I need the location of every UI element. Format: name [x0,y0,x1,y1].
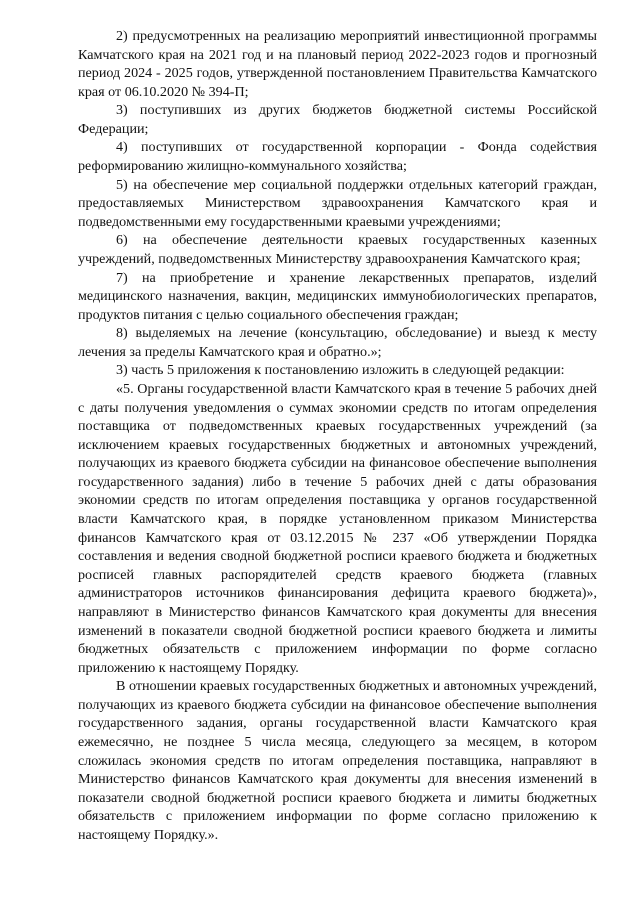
paragraph-amendment-3: 3) часть 5 приложения к постановлению изложить в следующей редакции: [116,362,565,379]
paragraph-item-4: 4) поступивших от государственной корпорации - Фонда содействия реформированию жилищно-коммунального хозяйства; [78,139,597,175]
paragraph-item-2: 2) предусмотренных на реализацию мероприятий инвестиционной программы Камчатского края на 2021 год и на плановый период 2022-2023 годов и прогнозный период 2024 - 2025 годов, утвержденной постановлением Правительства Камчатского края от 06.10.2020 № 394-П; [78,28,597,100]
document-body [78,27,597,844]
paragraph-item-7: 7) на приобретение и хранение лекарственных препаратов, изделий медицинского назначения, вакцин, медицинских иммунобиологических препаратов, продуктов питания с целью социального обеспечения граждан; [78,269,597,323]
paragraph-item-8: 8) выделяемых на лечение (консультацию, обследование) и выезд к месту лечения за пределы Камчатского края и обратно.»; [78,325,597,360]
paragraph-item-6: 6) на обеспечение деятельности краевых государственных казенных учреждений, подведомственных Министерству здравоохранения Камчатского края; [78,232,597,267]
paragraph-item-5: 5) на обеспечение мер социальной поддержки отдельных категорий граждан, предоставляемых Министерством здравоохранения Камчатского края и подведомственными ему государственными краевыми учреждениями; [78,176,597,230]
paragraph-part-5: «5. Органы государственной власти Камчатского края в течение 5 рабочих дней с даты получения уведомления о суммах экономии средств по итогам определения поставщика от подведомственных краевых государственных учреждений (за исключением краевых государственных бюджетных и автономных учреждений, получающих из краевого бюджета субсидии на финансовое обеспечение выполнения государственного задания) либо в течение 5 рабочих дней с даты образования экономии средств по итогам определения поставщика у органов государственной власти Камчатского края, в порядке установленном приказом Министерства финансов Камчатского края от 03.12.2015 № 237 «Об утверждении Порядка составления и ведения сводной бюджетной росписи краевого бюджета и бюджетных росписей главных распорядителей средств краевого бюджета (главных администраторов источников финансирования дефицита краевого бюджета)», направляют в Министерство финансов Камчатского края документы для внесения изменений в показатели сводной бюджетной росписи краевого бюджета и лимиты бюджетных обязательств с приложением информации по форме согласно приложению к настоящему Порядку. [78,380,597,676]
paragraph-budget-institutions: В отношении краевых государственных бюджетных и автономных учреждений, получающих из краевого бюджета субсидии на финансовое обеспечение выполнения государственного задания, органы государственной власти Камчатского края ежемесячно, не позднее 5 числа месяца, следующего за месяцем, в котором сложилась экономия средств по итогам определения поставщика, направляют в Министерство финансов Камчатского края документы для внесения изменений в показатели сводной бюджетной росписи краевого бюджета и лимиты бюджетных обязательств с приложением информации по форме согласно приложению к настоящему Порядку.». [78,678,597,843]
paragraph-item-3: 3) поступивших из других бюджетов бюджетной системы Российской Федерации; [78,102,597,137]
